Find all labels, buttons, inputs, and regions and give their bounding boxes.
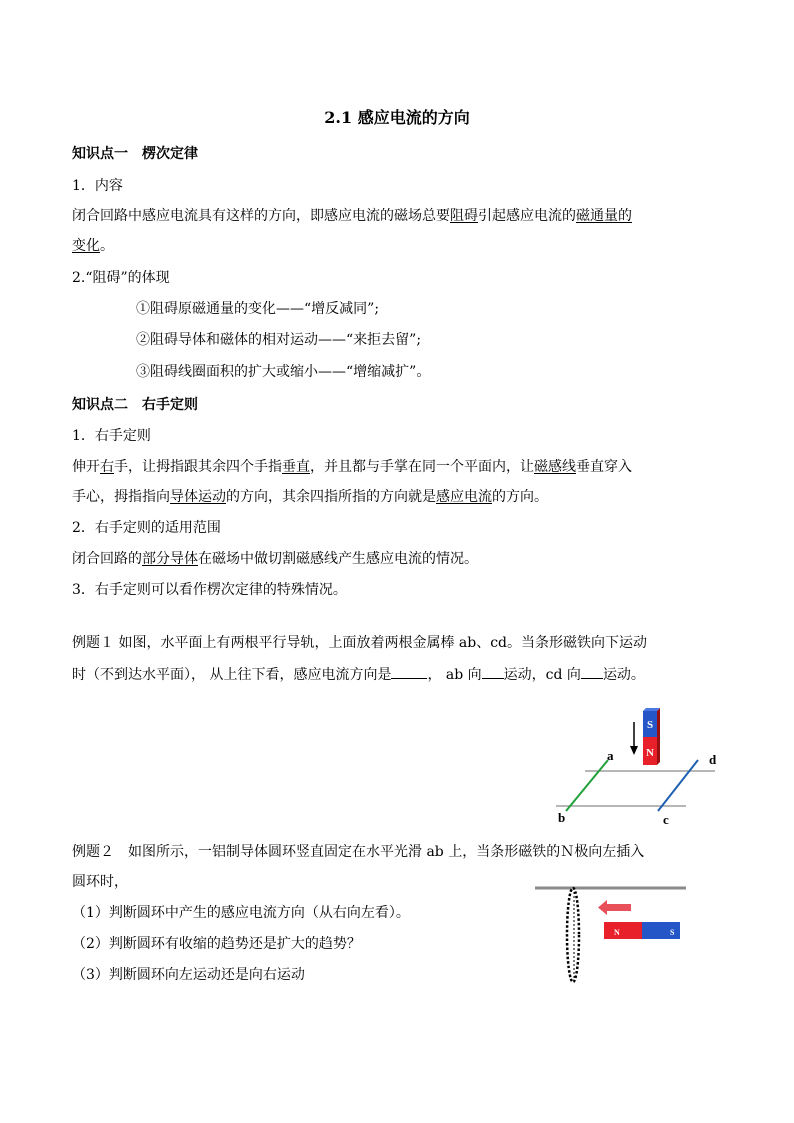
text: 闭合回路中感应电流具有这样的方向，即感应电流的磁场总要 [72, 208, 450, 224]
text: 在磁场中做切割磁感线产生感应电流的情况。 [198, 551, 478, 567]
ex1-line2 [72, 664, 645, 685]
kp1-item-3: ③阻碍线圈面积的扩大或缩小——“增缩减扩”。 [136, 364, 431, 380]
underlined-term: 阻碍 [450, 208, 478, 224]
text: 垂直穿入 [576, 459, 632, 475]
rod-ab [566, 760, 608, 811]
magnet-label-s: S [670, 928, 675, 937]
underlined-term: 右 [100, 459, 114, 475]
magnet-label-n: N [646, 747, 654, 759]
magnet-top [643, 708, 660, 711]
text: 。 [100, 238, 114, 254]
underlined-term: 变化 [72, 238, 100, 254]
label-d: d [709, 752, 717, 767]
label-b: b [558, 810, 566, 825]
underlined-term: 导体运动 [170, 489, 226, 505]
text: 手心，拇指指向 [72, 489, 170, 505]
text: 运动，cd 向 [503, 667, 581, 683]
magnet-label-n: N [614, 928, 620, 937]
answer-blank[interactable] [482, 664, 504, 679]
page-title: 2.1 感应电流的方向 [324, 108, 470, 127]
answer-blank[interactable] [581, 664, 603, 679]
kp2-rule-line2 [72, 487, 548, 507]
text: 运动。 [602, 667, 645, 683]
kp2-rule-line1 [72, 457, 632, 477]
kp2-section-special: 3．右手定则可以看作楞次定律的特殊情况。 [72, 582, 347, 598]
kp2-scope-line [72, 549, 478, 569]
magnet-side [657, 708, 660, 765]
text: ，并且都与手掌在同一个平面内，让 [310, 459, 534, 475]
underlined-term: 磁通量的 [576, 208, 632, 224]
ex2-line2: 圆环时， [72, 874, 128, 890]
text: 的方向。 [492, 489, 548, 505]
kp1-paragraph-line1 [72, 206, 632, 226]
rod-cd [658, 760, 698, 811]
text: 手，让拇指跟其余四个手指 [114, 459, 282, 475]
aluminum-ring [567, 888, 579, 982]
underlined-term: 部分导体 [142, 551, 198, 567]
label-c: c [663, 812, 669, 827]
magnet-north-half [604, 922, 642, 939]
left-arrow-head [598, 900, 607, 915]
ex2-line1: 例题２ 如图所示，一铝制导体圆环竖直固定在水平光滑 ab 上，当条形磁铁的Ｎ极向左插入 [72, 844, 645, 860]
underlined-term: 感应电流 [436, 489, 492, 505]
ex2-figure-ring-magnet [530, 878, 695, 988]
kp2-section-rule: 1．右手定则 [72, 428, 151, 444]
text: 的方向，其余四指所指的方向就是 [226, 489, 436, 505]
underlined-term: 垂直 [282, 459, 310, 475]
kp1-paragraph-line2 [72, 236, 114, 256]
ex2-question-2: （2）判断圆环有收缩的趋势还是扩大的趋势？ [72, 936, 361, 952]
kp1-item-1: ①阻碍原磁通量的变化——“增反减同”; [136, 301, 380, 317]
ex1-figure-rails-magnet [540, 700, 730, 830]
text: 引起感应电流的 [478, 208, 576, 224]
ex1-line1: 例题１ 如图，水平面上有两根平行导轨，上面放着两根金属棒 ab、cd。当条形磁铁向下运动 [72, 635, 648, 651]
magnet-label-s: S [646, 719, 654, 731]
left-arrow-body [605, 904, 631, 911]
kp1-section-hinder: 2.“阻碍”的体现 [72, 270, 170, 286]
kp1-item-2: ②阻碍导体和磁体的相对运动——“来拒去留”; [136, 332, 422, 348]
text: ， ab 向 [427, 667, 482, 683]
text: 伸开 [72, 459, 100, 475]
down-arrow-head [630, 746, 638, 755]
label-a: a [607, 748, 614, 763]
kp2-section-scope: 2．右手定则的适用范围 [72, 520, 221, 536]
underlined-term: 磁感线 [534, 459, 576, 475]
answer-blank[interactable] [391, 664, 427, 679]
ex2-question-1: （1）判断圆环中产生的感应电流方向（从右向左看）。 [72, 905, 410, 921]
text: 闭合回路的 [72, 551, 142, 567]
ex2-question-3: （3）判断圆环向左运动还是向右运动 [72, 967, 305, 983]
kp1-heading: 知识点一 楞次定律 [72, 146, 198, 162]
kp1-section-content: 1．内容 [72, 178, 123, 194]
kp2-heading: 知识点二 右手定则 [72, 397, 198, 413]
text: 时（不到达水平面）， 从上往下看，感应电流方向是 [72, 667, 392, 683]
